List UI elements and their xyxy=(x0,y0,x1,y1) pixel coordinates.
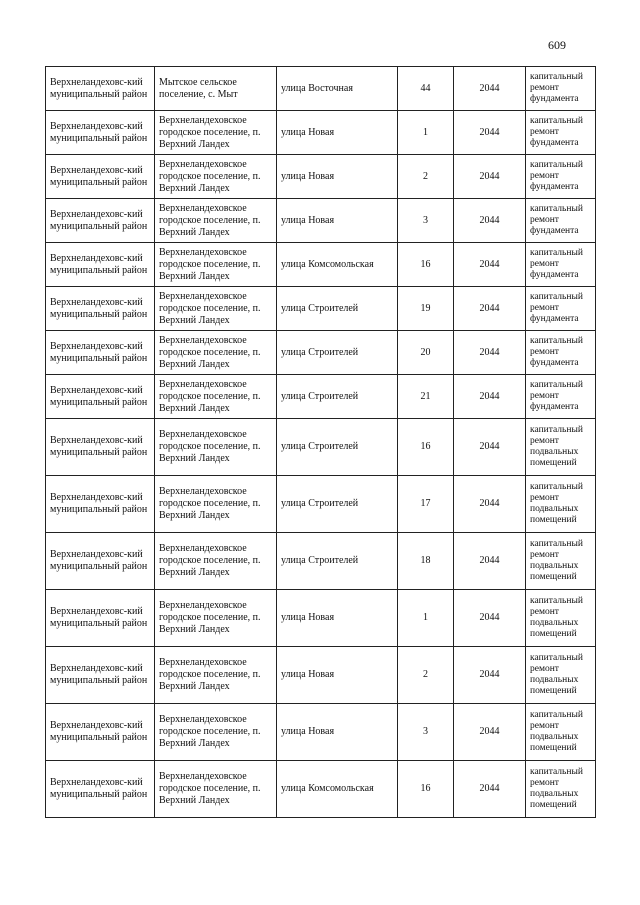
year-cell: 2044 xyxy=(454,111,526,155)
settlement-cell: Верхнеландеховское городское поселение, п. Верхний Ландех xyxy=(155,375,277,419)
year-cell: 2044 xyxy=(454,704,526,761)
house-number-cell: 16 xyxy=(398,419,454,476)
street-cell: улица Строителей xyxy=(277,331,398,375)
year-cell: 2044 xyxy=(454,419,526,476)
settlement-cell: Верхнеландеховское городское поселение, п. Верхний Ландех xyxy=(155,419,277,476)
table-row xyxy=(46,67,596,111)
house-number-cell: 21 xyxy=(398,375,454,419)
house-number-cell: 17 xyxy=(398,476,454,533)
year-cell: 2044 xyxy=(454,199,526,243)
house-number-cell: 16 xyxy=(398,243,454,287)
street-cell: улица Новая xyxy=(277,590,398,647)
table-row xyxy=(46,111,596,155)
work-type-cell: капитальный ремонт фундамента xyxy=(526,155,596,199)
table-row xyxy=(46,476,596,533)
work-type-cell: капитальный ремонт фундамента xyxy=(526,199,596,243)
house-number-cell: 18 xyxy=(398,533,454,590)
year-cell: 2044 xyxy=(454,155,526,199)
house-number-cell: 1 xyxy=(398,590,454,647)
work-type-cell: капитальный ремонт фундамента xyxy=(526,67,596,111)
work-type-cell: капитальный ремонт подвальных помещений xyxy=(526,419,596,476)
settlement-cell: Верхнеландеховское городское поселение, п. Верхний Ландех xyxy=(155,331,277,375)
table-row xyxy=(46,533,596,590)
year-cell: 2044 xyxy=(454,533,526,590)
house-number-cell: 2 xyxy=(398,155,454,199)
street-cell: улица Строителей xyxy=(277,533,398,590)
page-number: 609 xyxy=(548,38,566,52)
settlement-cell: Верхнеландеховское городское поселение, п. Верхний Ландех xyxy=(155,243,277,287)
year-cell: 2044 xyxy=(454,331,526,375)
year-cell: 2044 xyxy=(454,243,526,287)
house-number-cell: 3 xyxy=(398,199,454,243)
district-cell: Верхнеландеховс-кий муниципальный район xyxy=(46,243,155,287)
year-cell: 2044 xyxy=(454,67,526,111)
district-cell: Верхнеландеховс-кий муниципальный район xyxy=(46,199,155,243)
district-cell: Верхнеландеховс-кий муниципальный район xyxy=(46,761,155,818)
work-type-cell: капитальный ремонт подвальных помещений xyxy=(526,590,596,647)
year-cell: 2044 xyxy=(454,287,526,331)
house-number-cell: 2 xyxy=(398,647,454,704)
district-cell: Верхнеландеховс-кий муниципальный район xyxy=(46,704,155,761)
district-cell: Верхнеландеховс-кий муниципальный район xyxy=(46,590,155,647)
house-number-cell: 44 xyxy=(398,67,454,111)
house-number-cell: 20 xyxy=(398,331,454,375)
street-cell: улица Новая xyxy=(277,647,398,704)
work-type-cell: капитальный ремонт фундамента xyxy=(526,243,596,287)
settlement-cell: Верхнеландеховское городское поселение, п. Верхний Ландех xyxy=(155,287,277,331)
settlement-cell: Верхнеландеховское городское поселение, п. Верхний Ландех xyxy=(155,704,277,761)
table-row xyxy=(46,590,596,647)
table-row xyxy=(46,647,596,704)
table-row xyxy=(46,243,596,287)
settlement-cell: Мытское сельское поселение, с. Мыт xyxy=(155,67,277,111)
district-cell: Верхнеландеховс-кий муниципальный район xyxy=(46,419,155,476)
registry-table xyxy=(45,66,596,818)
district-cell: Верхнеландеховс-кий муниципальный район xyxy=(46,287,155,331)
work-type-cell: капитальный ремонт фундамента xyxy=(526,375,596,419)
house-number-cell: 1 xyxy=(398,111,454,155)
work-type-cell: капитальный ремонт подвальных помещений xyxy=(526,761,596,818)
house-number-cell: 16 xyxy=(398,761,454,818)
district-cell: Верхнеландеховс-кий муниципальный район xyxy=(46,331,155,375)
work-type-cell: капитальный ремонт подвальных помещений xyxy=(526,647,596,704)
district-cell: Верхнеландеховс-кий муниципальный район xyxy=(46,533,155,590)
work-type-cell: капитальный ремонт фундамента xyxy=(526,111,596,155)
table-row xyxy=(46,375,596,419)
year-cell: 2044 xyxy=(454,476,526,533)
work-type-cell: капитальный ремонт подвальных помещений xyxy=(526,704,596,761)
district-cell: Верхнеландеховс-кий муниципальный район xyxy=(46,67,155,111)
street-cell: улица Строителей xyxy=(277,476,398,533)
street-cell: улица Комсомольская xyxy=(277,761,398,818)
table-row xyxy=(46,199,596,243)
district-cell: Верхнеландеховс-кий муниципальный район xyxy=(46,155,155,199)
settlement-cell: Верхнеландеховское городское поселение, п. Верхний Ландех xyxy=(155,111,277,155)
settlement-cell: Верхнеландеховское городское поселение, п. Верхний Ландех xyxy=(155,590,277,647)
work-type-cell: капитальный ремонт подвальных помещений xyxy=(526,476,596,533)
settlement-cell: Верхнеландеховское городское поселение, п. Верхний Ландех xyxy=(155,155,277,199)
street-cell: улица Строителей xyxy=(277,419,398,476)
table-row xyxy=(46,331,596,375)
street-cell: улица Строителей xyxy=(277,287,398,331)
work-type-cell: капитальный ремонт фундамента xyxy=(526,287,596,331)
year-cell: 2044 xyxy=(454,375,526,419)
table-row xyxy=(46,287,596,331)
district-cell: Верхнеландеховс-кий муниципальный район xyxy=(46,647,155,704)
year-cell: 2044 xyxy=(454,761,526,818)
house-number-cell: 19 xyxy=(398,287,454,331)
street-cell: улица Новая xyxy=(277,199,398,243)
street-cell: улица Комсомольская xyxy=(277,243,398,287)
house-number-cell: 3 xyxy=(398,704,454,761)
table-row xyxy=(46,704,596,761)
settlement-cell: Верхнеландеховское городское поселение, п. Верхний Ландех xyxy=(155,533,277,590)
year-cell: 2044 xyxy=(454,590,526,647)
table-row xyxy=(46,761,596,818)
work-type-cell: капитальный ремонт подвальных помещений xyxy=(526,533,596,590)
year-cell: 2044 xyxy=(454,647,526,704)
district-cell: Верхнеландеховс-кий муниципальный район xyxy=(46,111,155,155)
street-cell: улица Новая xyxy=(277,155,398,199)
table-row xyxy=(46,419,596,476)
registry-table-body xyxy=(46,67,596,818)
district-cell: Верхнеландеховс-кий муниципальный район xyxy=(46,375,155,419)
table-row xyxy=(46,155,596,199)
settlement-cell: Верхнеландеховское городское поселение, п. Верхний Ландех xyxy=(155,476,277,533)
settlement-cell: Верхнеландеховское городское поселение, п. Верхний Ландех xyxy=(155,199,277,243)
street-cell: улица Новая xyxy=(277,704,398,761)
district-cell: Верхнеландеховс-кий муниципальный район xyxy=(46,476,155,533)
street-cell: улица Новая xyxy=(277,111,398,155)
street-cell: улица Восточная xyxy=(277,67,398,111)
settlement-cell: Верхнеландеховское городское поселение, п. Верхний Ландех xyxy=(155,647,277,704)
street-cell: улица Строителей xyxy=(277,375,398,419)
settlement-cell: Верхнеландеховское городское поселение, п. Верхний Ландех xyxy=(155,761,277,818)
work-type-cell: капитальный ремонт фундамента xyxy=(526,331,596,375)
